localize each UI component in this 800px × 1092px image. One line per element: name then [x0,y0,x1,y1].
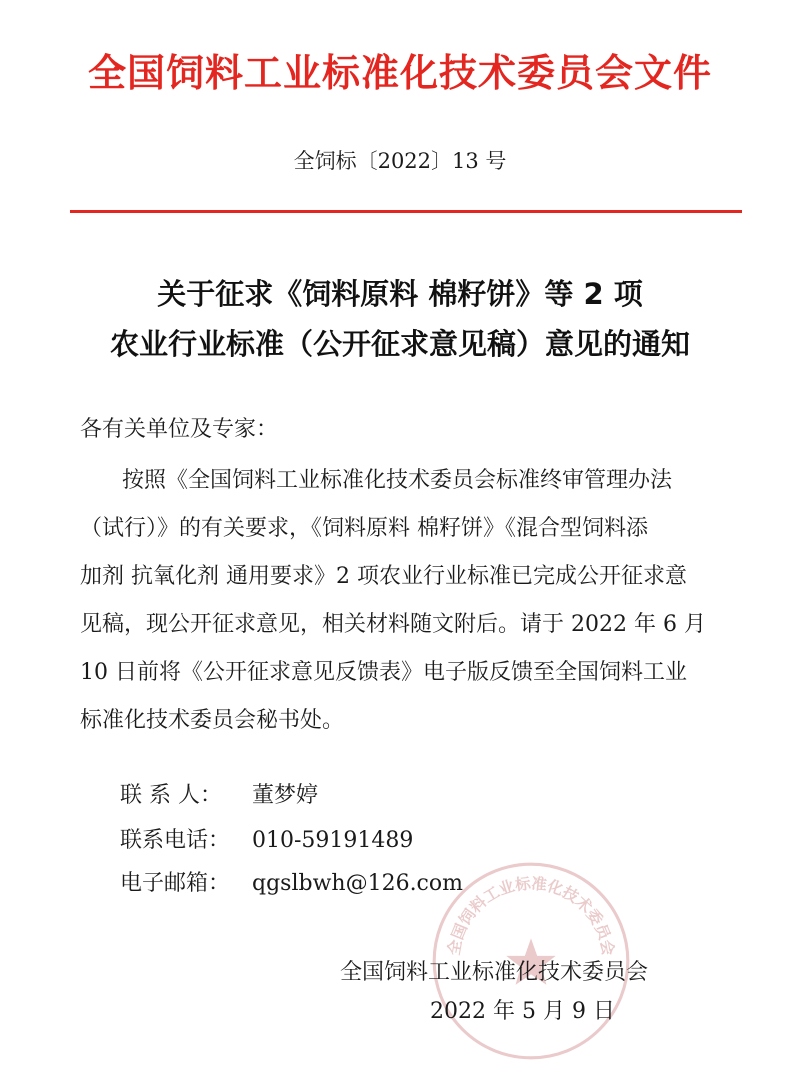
contact-email-value[interactable]: qgslbwh@126.com [252,871,463,896]
body-paragraph-line: 10 日前将《公开征求意见反馈表》电子版反馈至全国饲料工业 [80,660,687,685]
contact-phone-label: 联系电话： [120,828,231,853]
body-paragraph-line: 标准化技术委员会秘书处。 [80,708,345,733]
notice-title-line-2: 农业行业标准（公开征求意见稿）意见的通知 [109,327,690,361]
contact-phone-value: 010-59191489 [252,828,414,853]
body-paragraph-line: 见稿，现公开征求意见，相关材料随文附后。请于 2022 年 6 月 [80,612,706,637]
notice-title-line-1: 关于征求《饲料原料 棉籽饼》等 2 项 [157,277,643,311]
issuer-name: 全国饲料工业标准化技术委员会 [340,960,649,985]
contact-email-row [120,866,463,897]
contact-person-label: 联 系 人： [120,783,222,808]
contact-person-value: 董梦婷 [252,783,319,808]
contact-person-row [120,778,318,809]
body-paragraph-line: 按照《全国饲料工业标准化技术委员会标准终审管理办法 [122,468,673,493]
seal-text: 全国饲料工业标准化技术委员会 [444,874,618,957]
red-divider [70,210,742,213]
body-paragraph-line: 加剂 抗氧化剂 通用要求》2 项农业行业标准已完成公开征求意 [80,564,687,589]
salutation: 各有关单位及专家： [80,417,279,442]
issue-date: 2022 年 5 月 9 日 [430,999,615,1024]
document-number: 全饲标〔2022〕13 号 [293,149,507,173]
masthead-title: 全国饲料工业标准化技术委员会文件 [87,51,712,95]
contact-email-label: 电子邮箱： [120,871,231,896]
contact-phone-row [120,823,413,854]
body-paragraph-line: （试行）》的有关要求，《饲料原料 棉籽饼》《混合型饲料添 [80,516,648,541]
